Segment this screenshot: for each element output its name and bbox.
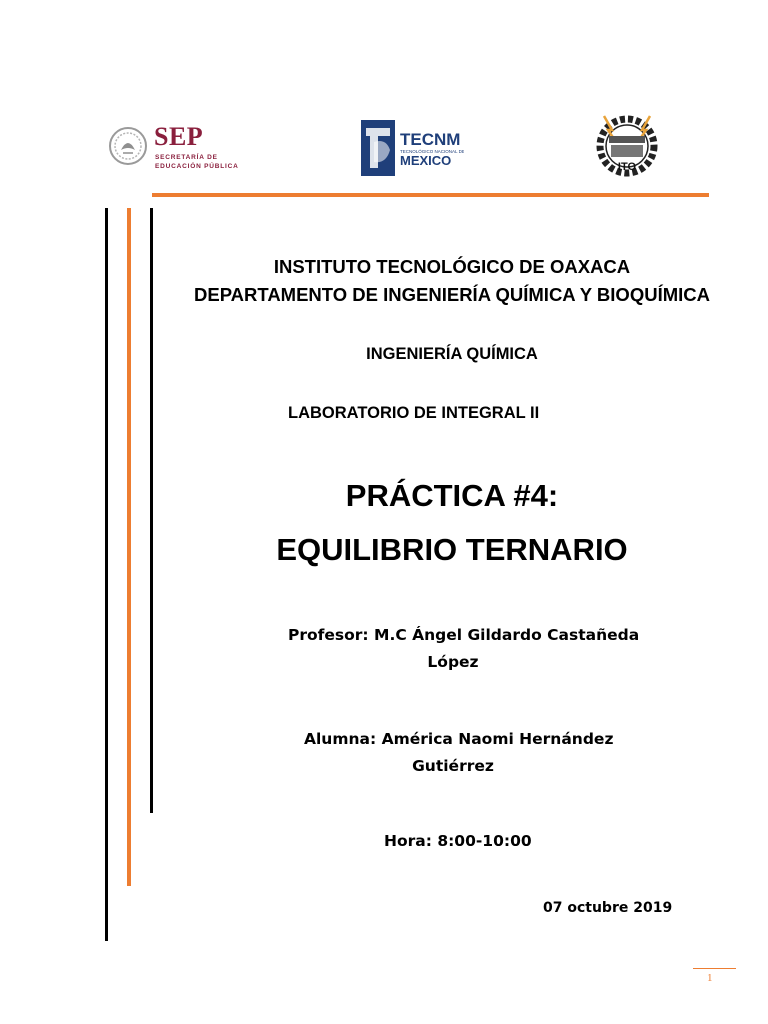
tecnm-wordmark: TECNM [400, 130, 461, 149]
career-name: INGENIERÍA QUÍMICA [366, 345, 538, 363]
student-line-2: Gutiérrez [412, 757, 494, 775]
schedule: Hora: 8:00-10:00 [384, 832, 532, 850]
department-name: DEPARTAMENTO DE INGENIERÍA QUÍMICA Y BIOQUÍMICA [194, 284, 710, 305]
ito-letters: ITO [617, 161, 637, 173]
institute-name: INSTITUTO TECNOLÓGICO DE OAXACA [273, 256, 631, 277]
sep-subtitle-line-1: SECRETARÍA DE [155, 154, 218, 161]
tecnm-country: MEXICO [400, 153, 452, 168]
tecnm-logo [360, 118, 464, 180]
tecnm-emblem-icon [360, 118, 464, 180]
practice-number: PRÁCTICA #4: [345, 478, 559, 513]
ito-logo [594, 110, 660, 182]
gear-emblem-icon [594, 110, 660, 182]
sep-wordmark: SEP [154, 122, 204, 151]
student-line-1: Alumna: América Naomi Hernández [304, 730, 614, 748]
cover-date: 07 octubre 2019 [543, 900, 673, 916]
page-number: 1 [707, 972, 713, 984]
practice-title: EQUILIBRIO TERNARIO [276, 532, 628, 567]
header-divider [152, 193, 709, 197]
professor-line-1: Profesor: M.C Ángel Gildardo Castañeda [288, 626, 640, 644]
sep-subtitle-line-2: EDUCACIÓN PÚBLICA [155, 163, 239, 170]
professor-line-2: López [427, 653, 479, 671]
mexico-seal-icon [108, 126, 148, 166]
footer-divider [693, 968, 736, 969]
left-black-bar-outer [105, 208, 108, 941]
lab-name: LABORATORIO DE INTEGRAL II [288, 404, 540, 422]
tecnm-subtitle: TECNOLÓGICO NACIONAL DE [400, 149, 464, 154]
left-orange-bar [127, 208, 131, 886]
sep-logo [108, 124, 248, 172]
